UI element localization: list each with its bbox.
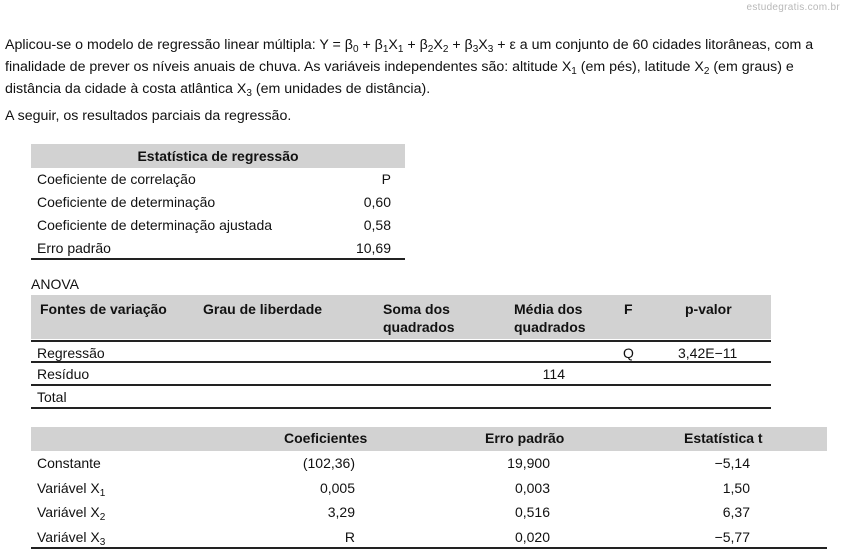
table-row [31, 191, 405, 214]
row-label: Coeficiente de correlação [37, 171, 196, 187]
table-row [31, 168, 405, 191]
cell-f: Q [623, 345, 634, 361]
header-media: Média dos quadrados [514, 301, 586, 335]
regression-stats-table [31, 144, 405, 260]
cell-coeficiente: (102,36) [302, 455, 355, 471]
table-row [31, 500, 827, 525]
header-f: F [624, 301, 633, 317]
row-label: Coeficiente de determinação [37, 194, 216, 210]
row-label: Variável $X_1$ [37, 479, 106, 499]
table-row [31, 386, 771, 409]
cell-erro-padrao: 0,003 [514, 479, 550, 496]
anova-header [31, 295, 771, 339]
cell-erro-padrao: 0,020 [514, 528, 550, 545]
watermark: estudegratis.com.br [746, 2, 840, 13]
cell-pvalor: 3,42E−11 [678, 345, 738, 361]
cell-estatistica-t: 6,37 [722, 504, 750, 520]
cell-estatistica-t: −5,77 [714, 528, 750, 545]
results-intro: A seguir, os resultados parciais da regressão. [5, 108, 292, 124]
cell-erro-padrao: 0,516 [514, 504, 550, 520]
row-label: Constante [37, 455, 101, 471]
row-label: Regressão [37, 345, 105, 361]
cell-coeficiente: 3,29 [327, 504, 355, 520]
header-estatistica-t: Estatística t [684, 430, 763, 446]
cell-erro-padrao: 19,900 [507, 455, 550, 471]
anova-table [31, 295, 771, 409]
cell-estatistica-t: 1,50 [722, 479, 750, 496]
header-grau: Grau de liberdade [203, 301, 323, 317]
cell-coeficiente: 0,005 [319, 479, 355, 496]
row-label: Variável $X_3$ [37, 528, 106, 548]
table-row [31, 363, 771, 386]
header-pvalor: p-valor [685, 301, 732, 317]
table-row [31, 214, 405, 237]
row-label: Erro padrão [37, 240, 111, 256]
header-fontes: Fontes de variação [40, 301, 167, 317]
table-row [31, 237, 405, 260]
row-value: 10,69 [355, 240, 391, 256]
header-soma: Soma dos quadrados [383, 301, 455, 335]
row-label: Coeficiente de determinação ajustada [37, 217, 273, 233]
coefficients-table [31, 427, 827, 549]
table-row [31, 476, 827, 501]
row-value: 0,58 [363, 217, 391, 233]
coefficients-header [31, 427, 827, 451]
intro-paragraph: Aplicou-se o modelo de regressão linear múltipla: $Y = \beta_0 + \beta_1X_1 + \beta_2X_2 + \beta_3X_3 + \varepsilon$ a um conjunto de 60 cidades litorâneas, com a finalidade de prever os níveis anuais de chuva. As variáveis independentes são: altitude $X_1$ (em pés), latitude $X_2$ (em graus) e distância da cidade à costa atlântica $X_3$ (em unidades de distância). [5, 37, 814, 99]
header-erro-padrao: Erro padrão [485, 430, 565, 446]
table-row [31, 525, 827, 550]
row-label: Resíduo [37, 366, 90, 382]
row-label: Total [37, 389, 67, 405]
row-value: 0,60 [363, 194, 391, 210]
anova-title: ANOVA [31, 276, 79, 292]
table-row [31, 340, 771, 363]
cell-coeficiente: R [344, 528, 355, 545]
cell-media: 114 [542, 366, 565, 382]
row-value: P [381, 171, 391, 187]
header-coeficientes: Coeficientes [284, 430, 368, 446]
row-label: Variável $X_2$ [37, 504, 106, 523]
regression-stats-header: Estatística de regressão [31, 144, 405, 168]
table-row [31, 451, 827, 476]
cell-estatistica-t: −5,14 [714, 455, 750, 471]
